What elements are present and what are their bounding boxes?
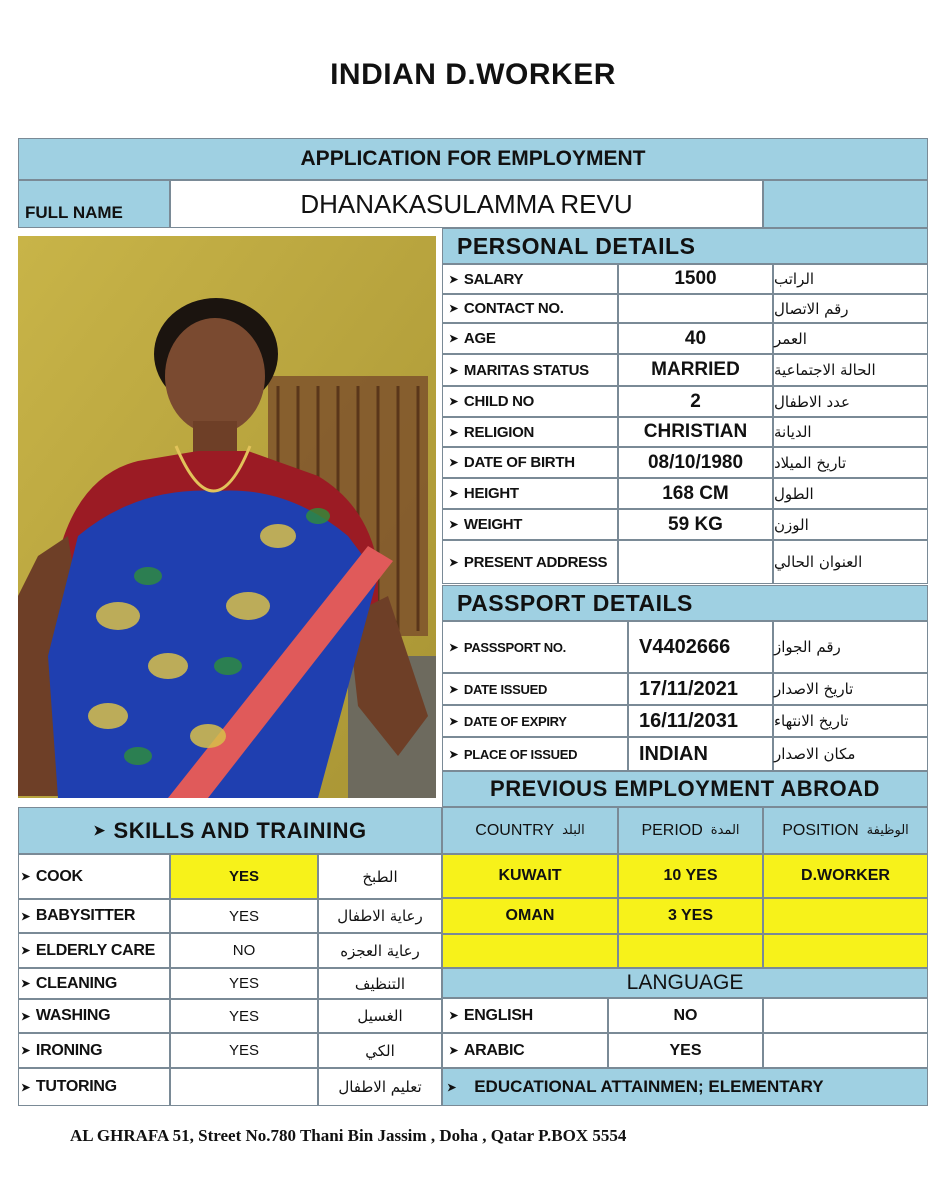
personal-arabic-label: العمر: [773, 323, 928, 354]
personal-value: [618, 294, 773, 323]
column-header-arabic: الوظيفة: [866, 823, 909, 838]
passport-arabic-label: مكان الاصدار: [773, 737, 928, 771]
passport-label: ➤ DATE ISSUED: [442, 673, 628, 705]
personal-label: ➤ DATE OF BIRTH: [442, 447, 618, 478]
skills-heading-text: SKILLS AND TRAINING: [113, 817, 367, 843]
personal-arabic-label: الديانة: [773, 417, 928, 447]
previous-column-header: [442, 807, 618, 854]
personal-label: ➤ CHILD NO: [442, 386, 618, 417]
personal-arabic-label: تاريخ الميلاد: [773, 447, 928, 478]
previous-employment-cell: [442, 934, 618, 968]
personal-value: [618, 540, 773, 584]
skill-value: YES: [170, 854, 318, 899]
previous-employment-cell: 3 YES: [618, 898, 763, 934]
skill-label: ➤ WASHING: [18, 999, 170, 1033]
passport-value: 16/11/2031: [628, 705, 773, 737]
personal-value: 168 CM: [618, 478, 773, 509]
personal-label: ➤ CONTACT NO.: [442, 294, 618, 323]
skill-value: [170, 1068, 318, 1106]
skill-arabic-label: التنظيف: [318, 968, 442, 999]
previous-employment-cell: [763, 898, 928, 934]
column-header-english: POSITION: [782, 821, 859, 839]
skill-arabic-label: الكي: [318, 1033, 442, 1068]
personal-value: MARRIED: [618, 354, 773, 386]
previous-employment-cell: [618, 934, 763, 968]
language-blank: [763, 998, 928, 1033]
applicant-photo-illustration: [18, 236, 436, 798]
column-header-arabic: المدة: [710, 823, 740, 838]
column-header-english: COUNTRY: [475, 821, 555, 839]
skill-value: YES: [170, 999, 318, 1033]
footer-address: AL GHRAFA 51, Street No.780 Thani Bin Jassim , Doha , Qatar P.BOX 5554: [70, 1126, 627, 1145]
language-value: NO: [608, 998, 763, 1033]
skill-arabic-label: الغسيل: [318, 999, 442, 1033]
previous-employment-cell: [763, 934, 928, 968]
fullname-value: DHANAKASULAMMA REVU: [170, 180, 763, 228]
application-heading: APPLICATION FOR EMPLOYMENT: [18, 138, 928, 180]
document-title: INDIAN D.WORKER: [330, 58, 616, 91]
skill-label: ➤ IRONING: [18, 1033, 170, 1068]
personal-label: ➤ WEIGHT: [442, 509, 618, 540]
education-row: [442, 1068, 928, 1106]
language-label: ➤ ARABIC: [442, 1033, 608, 1068]
column-header-english: PERIOD: [641, 821, 703, 839]
personal-label: ➤ AGE: [442, 323, 618, 354]
personal-arabic-label: الطول: [773, 478, 928, 509]
skill-label: ➤ TUTORING: [18, 1068, 170, 1106]
skills-arrow-icon: ➤: [93, 822, 106, 838]
personal-label: ➤ HEIGHT: [442, 478, 618, 509]
skill-arabic-label: الطبخ: [318, 854, 442, 899]
personal-value: 2: [618, 386, 773, 417]
previous-column-header: [618, 807, 763, 854]
skills-heading: [18, 807, 442, 854]
passport-value: INDIAN: [628, 737, 773, 771]
skill-label: ➤ ELDERLY CARE: [18, 933, 170, 968]
language-label: ➤ ENGLISH: [442, 998, 608, 1033]
personal-arabic-label: عدد الاطفال: [773, 386, 928, 417]
education-arrow-icon: ➤: [447, 1081, 457, 1094]
personal-label: ➤ SALARY: [442, 264, 618, 294]
personal-arabic-label: الحالة الاجتماعية: [773, 354, 928, 386]
personal-label: ➤ RELIGION: [442, 417, 618, 447]
skill-label: ➤ BABYSITTER: [18, 899, 170, 933]
education-text: EDUCATIONAL ATTAINMEN; ELEMENTARY: [474, 1077, 824, 1096]
skill-value: NO: [170, 933, 318, 968]
language-blank: [763, 1033, 928, 1068]
skill-label: ➤ CLEANING: [18, 968, 170, 999]
passport-label: ➤ DATE OF EXPIRY: [442, 705, 628, 737]
personal-value: 1500: [618, 264, 773, 294]
personal-value: CHRISTIAN: [618, 417, 773, 447]
skill-arabic-label: تعليم الاطفال: [318, 1068, 442, 1106]
skill-value: YES: [170, 899, 318, 933]
column-header-arabic: البلد: [562, 823, 585, 838]
passport-arabic-label: تاريخ الاصدار: [773, 673, 928, 705]
personal-label: ➤ MARITAS STATUS: [442, 354, 618, 386]
personal-arabic-label: رقم الاتصال: [773, 294, 928, 323]
personal-arabic-label: العنوان الحالي: [773, 540, 928, 584]
applicant-photo: [18, 236, 436, 798]
passport-value: 17/11/2021: [628, 673, 773, 705]
skill-arabic-label: رعاية الاطفال: [318, 899, 442, 933]
passport-details-heading: PASSPORT DETAILS: [442, 585, 928, 621]
personal-label: ➤ PRESENT ADDRESS: [442, 540, 618, 584]
previous-column-header: [763, 807, 928, 854]
fullname-label: FULL NAME: [18, 180, 170, 228]
passport-label: ➤ PLACE OF ISSUED: [442, 737, 628, 771]
personal-arabic-label: الوزن: [773, 509, 928, 540]
language-value: YES: [608, 1033, 763, 1068]
personal-value: 08/10/1980: [618, 447, 773, 478]
personal-details-heading: PERSONAL DETAILS: [442, 228, 928, 264]
personal-value: 40: [618, 323, 773, 354]
language-heading: LANGUAGE: [442, 968, 928, 998]
fullname-blank: [763, 180, 928, 228]
skill-label: ➤ COOK: [18, 854, 170, 899]
skill-arabic-label: رعاية العجزه: [318, 933, 442, 968]
previous-employment-cell: 10 YES: [618, 854, 763, 898]
previous-employment-cell: D.WORKER: [763, 854, 928, 898]
previous-employment-cell: OMAN: [442, 898, 618, 934]
personal-value: 59 KG: [618, 509, 773, 540]
skill-value: YES: [170, 968, 318, 999]
previous-employment-cell: KUWAIT: [442, 854, 618, 898]
personal-arabic-label: الراتب: [773, 264, 928, 294]
passport-value: V4402666: [628, 621, 773, 673]
previous-employment-heading: PREVIOUS EMPLOYMENT ABROAD: [442, 771, 928, 807]
passport-arabic-label: تاريخ الانتهاء: [773, 705, 928, 737]
skill-value: YES: [170, 1033, 318, 1068]
passport-label: ➤ PASSSPORT NO.: [442, 621, 628, 673]
passport-arabic-label: رقم الجواز: [773, 621, 928, 673]
